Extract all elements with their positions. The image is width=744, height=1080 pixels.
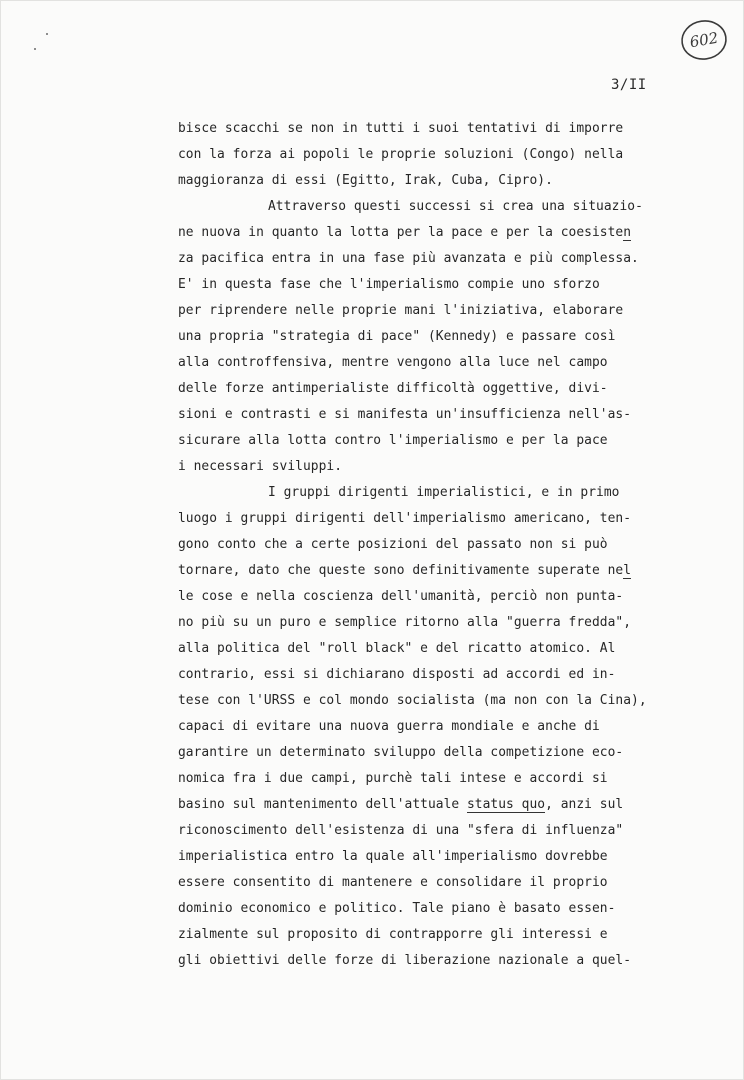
typed-underline [623,578,631,579]
text-line: dominio economico e politico. Tale piano è basato essen- [178,901,616,916]
text-line: Attraverso questi successi si crea una situazio- [268,199,643,214]
typed-underline [623,240,631,241]
text-line: no più su un puro e semplice ritorno alla "guerra fredda", [178,615,632,630]
text-line: alla controffensiva, mentre vengono alla luce nel campo [178,355,608,370]
text-line: imperialistica entro la quale all'imperialismo dovrebbe [178,849,608,864]
text-line: bisce scacchi se non in tutti i suoi tentativi di imporre [178,121,624,136]
text-line: con la forza ai popoli le proprie soluzioni (Congo) nella [178,147,624,162]
text-line: alla politica del "roll black" e del ricatto atomico. Al [178,641,616,656]
ink-speck [34,48,36,50]
text-line: gli obiettivi delle forze di liberazione nazionale a quel- [178,953,632,968]
text-line: capaci di evitare una nuova guerra mondiale e anche di [178,719,600,734]
text-line: I gruppi dirigenti imperialistici, e in primo [268,485,620,500]
text-line: basino sul mantenimento dell'attuale status quo, anzi sul [178,797,624,812]
text-line: i necessari sviluppi. [178,459,343,474]
text-line: contrario, essi si dichiarano disposti ad accordi ed in- [178,667,616,682]
text-line: tornare, dato che queste sono definitivamente superate nel [178,563,632,578]
text-line: essere consentito di mantenere e consolidare il proprio [178,875,608,890]
text-line: nomica fra i due campi, purchè tali intese e accordi si [178,771,608,786]
text-line: sicurare alla lotta contro l'imperialismo e per la pace [178,433,608,448]
text-line: per riprendere nelle proprie mani l'iniziativa, elaborare [178,303,624,318]
archive-stamp [679,18,729,62]
text-line: za pacifica entra in una fase più avanzata e più complessa. [178,251,639,266]
text-line: gono conto che a certe posizioni del passato non si può [178,537,608,552]
archive-stamp-number: 602 [688,28,720,52]
text-line: sioni e contrasti e si manifesta un'insufficienza nell'as- [178,407,632,422]
text-line: le cose e nella coscienza dell'umanità, perciò non punta- [178,589,624,604]
text-line: zialmente sul proposito di contrapporre gli interessi e [178,927,608,942]
text-line: garantire un determinato sviluppo della competizione eco- [178,745,624,760]
text-line: E' in questa fase che l'imperialismo compie uno sforzo [178,277,600,292]
text-line: tese con l'URSS e col mondo socialista (ma non con la Cina), [178,693,647,708]
text-line: una propria "strategia di pace" (Kennedy) e passare così [178,329,616,344]
text-line: riconoscimento dell'esistenza di una "sfera di influenza" [178,823,624,838]
text-line: ne nuova in quanto la lotta per la pace e per la coesisten [178,225,632,240]
text-line: luogo i gruppi dirigenti dell'imperialismo americano, ten- [178,511,632,526]
page-number: 3/II [611,77,647,93]
typed-underline [467,812,545,813]
ink-speck [46,33,48,35]
text-line: maggioranza di essi (Egitto, Irak, Cuba, Cipro). [178,173,553,188]
text-line: delle forze antimperialiste difficoltà oggettive, divi- [178,381,608,396]
